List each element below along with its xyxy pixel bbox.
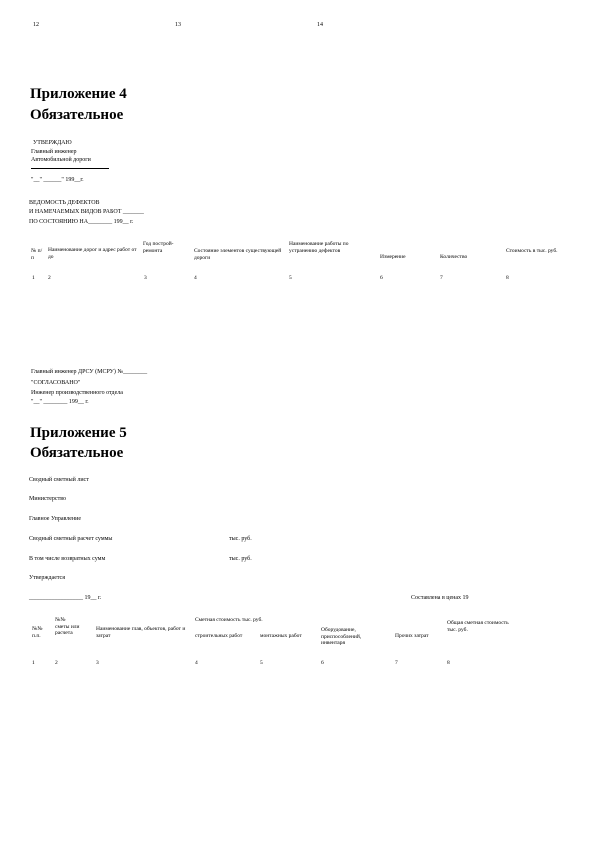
approval-date: __________________ 19__ г. bbox=[29, 595, 102, 601]
table4-col-number: 5 bbox=[289, 275, 292, 281]
table5-col-number: 4 bbox=[195, 660, 198, 666]
drsu-engineer-line: Главный инженер ДРСУ (МСРУ) №________ bbox=[31, 369, 148, 375]
table5-header-estimate: №№ сметы или расчета bbox=[55, 617, 80, 636]
table4-col-number: 1 bbox=[32, 275, 35, 281]
table5-header-other: Прочих затрат bbox=[395, 633, 429, 639]
approve-signature-line bbox=[31, 168, 109, 169]
table5-group-header: Сметная стоимость тыс. руб. bbox=[195, 617, 263, 623]
approve-line2: Автомобильной дороги bbox=[31, 157, 91, 163]
calc-sum-label: Сводный сметный расчет суммы bbox=[29, 536, 113, 542]
appendix4-title: Приложение 4 bbox=[30, 86, 127, 102]
approve-label: УТВЕРЖДАЮ bbox=[33, 140, 72, 146]
appendix5-subtitle: Обязательное bbox=[30, 445, 124, 461]
summary-sheet-label: Сводный сметный лист bbox=[29, 477, 89, 483]
page-number-13: 13 bbox=[175, 22, 181, 28]
table4-col-number: 4 bbox=[194, 275, 197, 281]
table5-col-number: 3 bbox=[96, 660, 99, 666]
table5-header-installation: монтажных работ bbox=[260, 633, 302, 639]
table4-header-state: Состояние элементов существующей дороги bbox=[194, 248, 282, 261]
production-engineer-line: Инженер производственного отдела bbox=[31, 390, 123, 396]
table4-header-quantity: Количество bbox=[440, 254, 468, 260]
approved-label: Утверждается bbox=[29, 575, 65, 581]
table5-col-number: 6 bbox=[321, 660, 324, 666]
table5-header-equipment: Оборудование, приспособлений, инвентаря bbox=[321, 627, 362, 646]
table5-header-num: №№ п.п. bbox=[32, 626, 43, 639]
table5-col-number: 5 bbox=[260, 660, 263, 666]
defects-heading-line3: ПО СОСТОЯНИЮ НА________ 199__ г. bbox=[29, 219, 134, 225]
appendix4-subtitle: Обязательное bbox=[30, 107, 124, 123]
defects-heading-line1: ВЕДОМОСТЬ ДЕФЕКТОВ bbox=[29, 200, 100, 206]
table5-col-number: 1 bbox=[32, 660, 35, 666]
table4-col-number: 8 bbox=[506, 275, 509, 281]
table5-header-construction: строительных работ bbox=[195, 633, 243, 639]
table5-col-number: 8 bbox=[447, 660, 450, 666]
table4-header-road: Наименование дорог и адрес работ от до bbox=[48, 247, 137, 260]
table4-col-number: 6 bbox=[380, 275, 383, 281]
page-number-14: 14 bbox=[317, 22, 323, 28]
calc-sum-unit: тыс. руб. bbox=[229, 536, 252, 542]
table5-header-name: Наименование глав, объектов, работ и затрат bbox=[96, 626, 186, 639]
table4-col-number: 2 bbox=[48, 275, 51, 281]
prices-year-label: Составлена в ценах 19 bbox=[411, 595, 469, 601]
table4-col-number: 3 bbox=[144, 275, 147, 281]
table4-header-measure: Измерение bbox=[380, 254, 406, 260]
refund-unit: тыс. руб. bbox=[229, 556, 252, 562]
table5-header-total: Общая сметная стоимость тыс. руб. bbox=[447, 620, 509, 633]
table4-header-work: Наименование работы по устранению дефектов bbox=[289, 241, 349, 254]
approve-line1: Главный инженер bbox=[31, 149, 77, 155]
table5-col-number: 2 bbox=[55, 660, 58, 666]
page-number-12: 12 bbox=[33, 22, 39, 28]
table4-header-cost: Стоимость в тыс. руб. bbox=[506, 248, 558, 254]
agreed-label: "СОГЛАСОВАНО" bbox=[31, 380, 81, 386]
table5-col-number: 7 bbox=[395, 660, 398, 666]
table4-header-num: № п/п bbox=[31, 248, 43, 261]
ministry-label: Министерство bbox=[29, 496, 66, 502]
appendix5-title: Приложение 5 bbox=[30, 425, 127, 441]
main-department-label: Главное Управление bbox=[29, 516, 82, 522]
defects-heading-line2: И НАМЕЧАЕМЫХ ВИДОВ РАБОТ _______ bbox=[29, 209, 144, 215]
table4-header-year: Год построй-ремонта bbox=[143, 241, 174, 254]
table4-col-number: 7 bbox=[440, 275, 443, 281]
approve-date: "__" ______" 199__г. bbox=[31, 177, 84, 183]
refund-label: В том числе возвратных сумм bbox=[29, 556, 106, 562]
agreed-date: "__" ________ 199__ г. bbox=[31, 399, 89, 405]
